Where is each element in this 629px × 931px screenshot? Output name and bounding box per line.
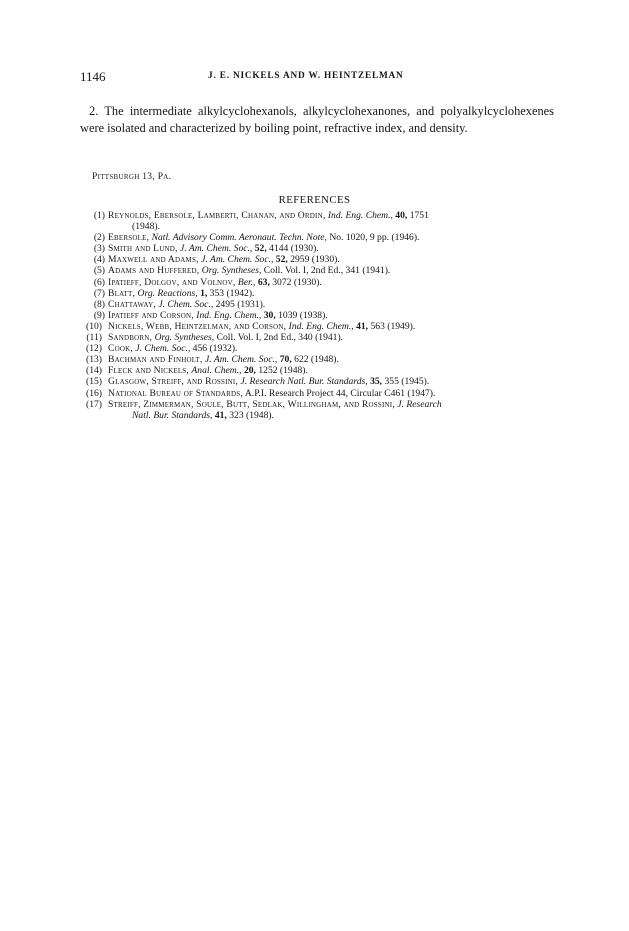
reference-item: [80, 299, 546, 310]
reference-pages: 1751: [409, 210, 429, 221]
reference-number: (3): [93, 243, 105, 255]
reference-number: (6): [93, 276, 105, 288]
reference-pages: 4144 (1930).: [269, 243, 319, 255]
reference-item: [80, 210, 546, 232]
reference-volume: 40,: [395, 210, 408, 221]
reference-volume: 30,: [263, 309, 276, 321]
reference-pages: (1948).: [132, 221, 160, 233]
reference-pages: Coll. Vol. I, 2nd Ed., 341 (1941).: [263, 265, 391, 277]
reference-authors: Ebersole,: [108, 232, 150, 244]
reference-text: [108, 365, 546, 376]
reference-continuation: [108, 221, 546, 232]
reference-journal: Org. Syntheses,: [154, 332, 215, 344]
reference-authors: Sandborn,: [108, 332, 153, 344]
reference-item: [80, 376, 546, 387]
reference-journal: J. Am. Chem. Soc.,: [205, 354, 278, 366]
reference-journal: Anal. Chem.,: [191, 365, 242, 377]
reference-volume: 41,: [356, 320, 369, 332]
reference-authors: Blatt,: [108, 287, 136, 299]
reference-number: (17): [86, 398, 102, 410]
reference-pages: 2959 (1930).: [290, 254, 340, 266]
reference-item: [80, 343, 546, 354]
reference-pages: 1039 (1938).: [278, 309, 328, 321]
running-head: J. E. NICKELS AND W. HEINTZELMAN: [208, 71, 404, 81]
references-list: [80, 210, 546, 421]
reference-text: [108, 277, 546, 288]
reference-item: [80, 399, 546, 421]
reference-volume: 41,: [214, 409, 227, 421]
reference-journal: J. Research: [397, 398, 442, 410]
reference-item: [80, 388, 546, 399]
reference-number: (5): [93, 265, 105, 277]
reference-number: (7): [93, 287, 105, 299]
reference-text: [108, 254, 546, 265]
reference-authors: Smith and Lund,: [108, 243, 178, 255]
reference-volume: 63,: [257, 276, 270, 288]
reference-journal: Ind. Eng. Chem.,: [327, 210, 393, 221]
reference-journal: J. Research Natl. Bur. Standards,: [240, 376, 368, 388]
reference-authors: Fleck and Nickels,: [108, 365, 190, 377]
reference-authors: Adams and Huffered,: [108, 265, 200, 277]
reference-pages: 323 (1948).: [229, 409, 274, 421]
reference-pages: 355 (1945).: [384, 376, 430, 388]
reference-item: [80, 365, 546, 376]
references-heading: REFERENCES: [278, 194, 351, 206]
reference-pages: A.P.I. Research Project 44, Circular C461 (1947).: [244, 387, 436, 399]
reference-volume: 52,: [275, 254, 288, 266]
reference-authors: Nickels, Webb, Heintzelman, and Corson,: [108, 320, 287, 332]
reference-text: [108, 288, 546, 299]
reference-number: (1): [93, 210, 105, 221]
reference-text: [108, 232, 546, 243]
page-number: 1146: [80, 69, 106, 84]
reference-continuation: [108, 410, 546, 421]
reference-pages: Coll. Vol. I, 2nd Ed., 340 (1941).: [216, 332, 344, 344]
reference-text: [108, 388, 546, 399]
reference-journal: J. Chem. Soc.,: [135, 343, 191, 355]
reference-authors: Cook,: [108, 343, 133, 355]
reference-number: (2): [93, 232, 105, 244]
reference-journal-cont: Natl. Bur. Standards,: [132, 409, 213, 421]
reference-authors: Glasgow, Streiff, and Rossini,: [108, 376, 239, 388]
reference-text: [108, 376, 546, 387]
reference-number: (4): [93, 254, 105, 266]
reference-number: (12): [86, 343, 102, 355]
reference-item: [80, 354, 546, 365]
reference-journal: Org. Reactions,: [137, 287, 198, 299]
reference-journal: Ber.,: [237, 276, 256, 288]
reference-number: (16): [86, 387, 102, 399]
reference-text: [108, 265, 546, 276]
reference-item: [80, 277, 546, 288]
reference-volume: 35,: [370, 376, 383, 388]
reference-authors: Bachman and Finholt,: [108, 354, 203, 366]
reference-pages: 1252 (1948).: [258, 365, 308, 377]
reference-text: [108, 399, 546, 421]
reference-pages: 3072 (1930).: [272, 276, 322, 288]
reference-pages: 622 (1948).: [294, 354, 339, 366]
reference-journal: Ind. Eng. Chem.,: [288, 320, 354, 332]
reference-journal: J. Am. Chem. Soc.,: [180, 243, 253, 255]
reference-item: [80, 265, 546, 276]
reference-item: [80, 254, 546, 265]
reference-item: [80, 321, 546, 332]
reference-authors: Reynolds, Ebersole, Lamberti, Chanan, and Ordin,: [108, 210, 326, 221]
reference-authors: Ipatieff, Dolgov, and Volnov,: [108, 276, 236, 288]
conclusion-paragraph: 2. The intermediate alkylcyclohexanols, alkylcyclohexanones, and polyalkylcyclohexenes were isolated and characterized by boiling point, refractive index, and density.: [80, 104, 554, 135]
reference-volume: 70,: [279, 354, 292, 366]
reference-pages: 563 (1949).: [370, 320, 416, 332]
reference-number: (8): [93, 298, 105, 310]
reference-item: [80, 310, 546, 321]
reference-item: [80, 332, 546, 343]
reference-number: (13): [86, 354, 102, 366]
reference-journal: Natl. Advisory Comm. Aeronaut. Techn. Note,: [151, 232, 327, 244]
reference-text: [108, 210, 546, 232]
reference-text: [108, 332, 546, 343]
reference-text: [108, 310, 546, 321]
reference-authors: National Bureau of Standards,: [108, 387, 243, 399]
reference-authors: Maxwell and Adams,: [108, 254, 199, 266]
reference-number: (9): [93, 309, 105, 321]
reference-number: (11): [86, 332, 102, 344]
reference-pages: No. 1020, 9 pp. (1946).: [329, 232, 420, 244]
reference-text: [108, 299, 546, 310]
reference-volume: 52,: [254, 243, 267, 255]
reference-pages: 456 (1932).: [192, 343, 238, 355]
reference-item: [80, 243, 546, 254]
reference-pages: 2495 (1931).: [215, 298, 266, 310]
reference-volume: 1,: [200, 287, 208, 299]
reference-authors: Chattaway,: [108, 298, 156, 310]
reference-pages: 353 (1942).: [209, 287, 255, 299]
reference-authors: Ipatieff and Corson,: [108, 309, 194, 321]
reference-journal: Ind. Eng. Chem.,: [196, 309, 262, 321]
reference-authors: Streiff, Zimmerman, Soule, Butt, Sedlak, Willingham, and Rossini,: [108, 398, 395, 410]
reference-text: [108, 343, 546, 354]
reference-journal: Org. Syntheses,: [201, 265, 262, 277]
reference-text: [108, 243, 546, 254]
reference-item: [80, 232, 546, 243]
reference-item: [80, 288, 546, 299]
page-header: [80, 69, 550, 85]
reference-number: (15): [86, 376, 102, 388]
reference-journal: J. Chem. Soc.,: [158, 298, 214, 310]
reference-volume: 20,: [243, 365, 256, 377]
reference-journal: J. Am. Chem. Soc.,: [201, 254, 274, 266]
reference-number: (14): [86, 365, 102, 377]
reference-text: [108, 354, 546, 365]
reference-number: (10): [86, 320, 102, 332]
reference-text: [108, 321, 546, 332]
author-affiliation: Pittsburgh 13, Pa.: [92, 172, 172, 182]
